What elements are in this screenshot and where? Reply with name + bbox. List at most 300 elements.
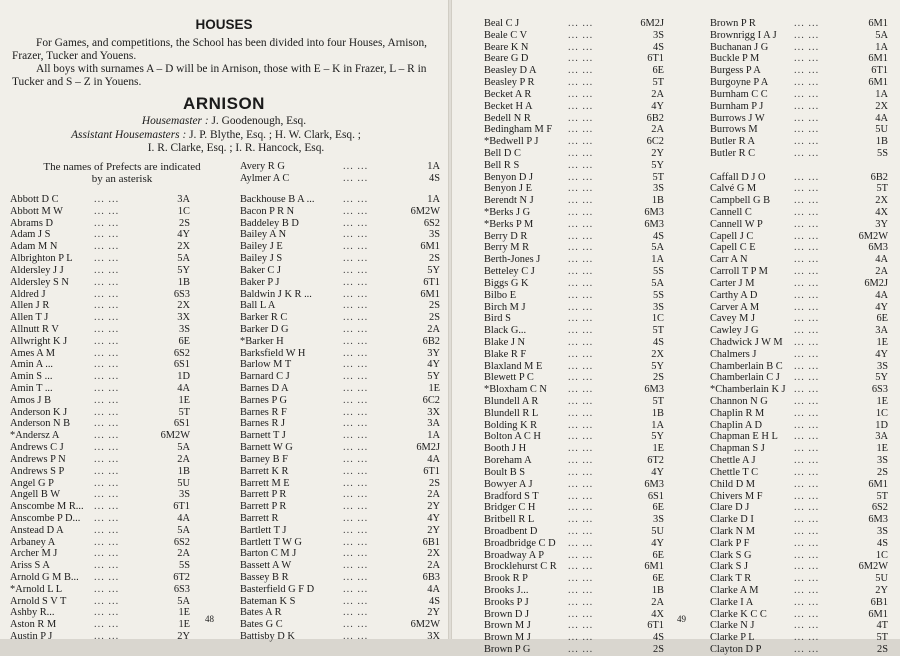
student-name: Bridger C H	[484, 502, 536, 514]
student-name: Bartlett T J	[240, 524, 287, 536]
student-name: Clarke N J	[710, 620, 755, 632]
student-row	[484, 384, 664, 396]
student-name: Burrows M	[710, 124, 758, 136]
student-name: Clarke P L	[710, 632, 755, 644]
leader-dots: ... ...	[568, 124, 594, 136]
assistant-names-1: J. P. Blythe, Esq. ; H. W. Clark, Esq. ;	[189, 129, 361, 141]
student-form: 4A	[427, 583, 440, 595]
student-form: 2A	[177, 548, 190, 560]
leader-dots: ... ...	[343, 548, 369, 560]
student-row	[710, 337, 888, 349]
leader-dots: ... ...	[568, 41, 594, 53]
student-form: 2S	[877, 466, 888, 478]
student-row	[710, 431, 888, 443]
student-name: Burnham P J	[710, 100, 764, 112]
student-form: 5Y	[177, 264, 190, 276]
student-row	[240, 560, 440, 572]
student-form: 5U	[875, 124, 888, 136]
student-form: 5Y	[875, 372, 888, 384]
student-name: Barker D G	[240, 323, 289, 335]
student-name: Berendt N J	[484, 195, 534, 207]
student-name: Chettle T C	[710, 466, 759, 478]
student-row	[710, 30, 888, 42]
leader-dots: ... ...	[794, 218, 820, 230]
student-form: 2S	[179, 217, 190, 229]
leader-dots: ... ...	[794, 18, 820, 29]
student-form: 1A	[651, 254, 664, 266]
student-row	[484, 89, 664, 101]
leader-dots: ... ...	[568, 620, 594, 632]
leader-dots: ... ...	[568, 396, 594, 407]
student-row	[484, 207, 664, 219]
student-name: Bedell N R	[484, 112, 531, 124]
leader-dots: ... ...	[343, 442, 369, 454]
student-form: 2A	[875, 266, 888, 278]
leader-dots: ... ...	[568, 254, 594, 266]
student-row	[484, 113, 664, 125]
roll-column-3	[484, 18, 664, 656]
student-row	[484, 290, 664, 302]
student-row	[484, 550, 664, 562]
student-name: Bates A R	[240, 607, 282, 619]
leader-dots: ... ...	[343, 524, 369, 536]
student-form: 4S	[429, 172, 440, 184]
student-row	[10, 229, 190, 241]
student-row	[10, 407, 190, 419]
student-name: Broadway A P	[484, 549, 545, 561]
student-row	[10, 348, 190, 360]
student-form: 4A	[875, 112, 888, 124]
student-name: Aldersley J J	[10, 264, 64, 276]
student-name: Barker R C	[240, 312, 288, 324]
student-form: 4S	[429, 595, 440, 607]
student-name: Carr A N	[710, 254, 748, 266]
leader-dots: ... ...	[568, 525, 594, 537]
student-name: Angell B W	[10, 489, 61, 501]
student-row	[484, 609, 664, 621]
student-row	[710, 349, 888, 361]
student-form: 6T1	[423, 276, 440, 288]
leader-dots: ... ...	[343, 583, 369, 595]
student-name: Birch M J	[484, 301, 526, 313]
student-form: 6M1	[868, 77, 888, 89]
student-name: Anscombe M R...	[10, 501, 84, 513]
student-row	[710, 561, 888, 573]
student-row	[10, 241, 190, 253]
page-49	[452, 0, 900, 656]
student-form: 4Y	[875, 348, 888, 360]
student-row	[10, 454, 190, 466]
student-row	[240, 631, 440, 643]
student-form: 1C	[177, 205, 190, 217]
leader-dots: ... ...	[343, 217, 369, 229]
student-name: Carter J M	[710, 277, 755, 289]
student-name: Booth J H	[484, 443, 527, 455]
student-name: Berth-Jones J	[484, 254, 541, 266]
leader-dots: ... ...	[94, 501, 120, 513]
student-form: 3X	[427, 406, 440, 418]
student-row	[710, 231, 888, 243]
student-row	[710, 502, 888, 514]
student-form: 2A	[427, 323, 440, 335]
leader-dots: ... ...	[568, 632, 594, 644]
leader-dots: ... ...	[94, 430, 120, 442]
student-form: 6T1	[871, 65, 888, 77]
student-name: Aston R M	[10, 619, 57, 631]
student-row	[484, 136, 664, 148]
student-form: 5T	[876, 490, 888, 502]
leader-dots: ... ...	[343, 383, 369, 394]
student-name: Bates G C	[240, 619, 283, 631]
student-row	[484, 561, 664, 573]
leader-dots: ... ...	[794, 525, 820, 537]
student-form: 6M2W	[410, 619, 440, 631]
student-name: Avery R G	[240, 161, 285, 172]
leader-dots: ... ...	[343, 172, 369, 184]
leader-dots: ... ...	[343, 229, 369, 241]
leader-dots: ... ...	[568, 112, 594, 124]
leader-dots: ... ...	[568, 608, 594, 620]
leader-dots: ... ...	[794, 100, 820, 112]
student-form: 4A	[177, 383, 190, 394]
student-form: 1D	[875, 419, 888, 431]
leader-dots: ... ...	[343, 430, 369, 442]
student-form: 6M2W	[410, 205, 440, 217]
leader-dots: ... ...	[568, 88, 594, 100]
student-form: 5T	[652, 325, 664, 337]
student-name: Carver A M	[710, 301, 760, 313]
student-row	[10, 395, 190, 407]
prefect-note	[12, 161, 232, 185]
page-48	[0, 0, 448, 643]
student-row	[240, 229, 440, 241]
student-form: 4S	[877, 537, 888, 549]
leader-dots: ... ...	[568, 549, 594, 561]
student-form: 5A	[177, 595, 190, 607]
student-name: Capell J C	[710, 230, 754, 242]
student-row	[710, 278, 888, 290]
student-form: 5A	[651, 242, 664, 254]
leader-dots: ... ...	[568, 431, 594, 443]
leader-dots: ... ...	[94, 288, 120, 300]
student-row	[484, 538, 664, 550]
student-row	[484, 325, 664, 337]
student-name: Anstead D A	[10, 524, 64, 536]
student-name: Baddeley B D	[240, 217, 299, 229]
student-form: 1B	[875, 136, 888, 148]
leader-dots: ... ...	[568, 372, 594, 384]
student-row	[710, 302, 888, 314]
student-form: 6T1	[647, 620, 664, 632]
student-name: Barnes R F	[240, 406, 287, 418]
student-name: *Bedwell P J	[484, 136, 539, 148]
leader-dots: ... ...	[343, 572, 369, 583]
student-form: 1A	[875, 41, 888, 53]
student-form: 5U	[177, 477, 190, 489]
leader-dots: ... ...	[794, 348, 820, 360]
student-form: 3X	[427, 631, 440, 643]
leader-dots: ... ...	[794, 183, 820, 195]
leader-dots: ... ...	[794, 88, 820, 100]
student-form: 6M3	[868, 514, 888, 526]
student-form: 3A	[427, 418, 440, 430]
student-name: Allen T J	[10, 312, 49, 324]
student-row	[484, 195, 664, 207]
student-name: Angel G P	[10, 477, 54, 489]
student-row	[10, 359, 190, 371]
student-row	[710, 195, 888, 207]
student-form: 2A	[651, 88, 664, 100]
leader-dots: ... ...	[94, 194, 120, 205]
leader-dots: ... ...	[568, 502, 594, 514]
student-row	[710, 101, 888, 113]
student-row	[10, 383, 190, 395]
student-form: 2A	[427, 560, 440, 572]
student-form: 6M3	[644, 384, 664, 396]
student-name: Aldred J	[10, 288, 46, 300]
student-row	[710, 609, 888, 621]
leader-dots: ... ...	[343, 406, 369, 418]
student-name: Baker P J	[240, 276, 280, 288]
student-name: Clark P F	[710, 537, 750, 549]
student-row	[10, 596, 190, 608]
student-row	[240, 289, 440, 301]
student-row	[710, 620, 888, 632]
student-form: 1B	[651, 585, 664, 596]
leader-dots: ... ...	[568, 230, 594, 242]
student-form: 3A	[177, 194, 190, 205]
student-name: Benyon J E	[484, 183, 532, 195]
leader-dots: ... ...	[794, 596, 820, 608]
student-name: Barrett M E	[240, 477, 290, 489]
student-row	[240, 241, 440, 253]
leader-dots: ... ...	[794, 608, 820, 620]
student-name: Cavey M J	[710, 313, 756, 325]
student-name: Archer M J	[10, 548, 58, 560]
student-row	[10, 336, 190, 348]
house-name: ARNISON	[183, 94, 265, 113]
leader-dots: ... ...	[794, 384, 820, 396]
student-row	[710, 361, 888, 373]
student-form: 1E	[652, 443, 664, 455]
student-form: 1E	[428, 383, 440, 394]
student-row	[240, 218, 440, 230]
student-form: 5A	[875, 29, 888, 41]
student-row	[10, 572, 190, 584]
leader-dots: ... ...	[343, 418, 369, 430]
student-row	[710, 219, 888, 231]
student-row	[710, 408, 888, 420]
student-name: Clark S G	[710, 549, 752, 561]
student-row	[710, 124, 888, 136]
student-row	[10, 560, 190, 572]
leader-dots: ... ...	[343, 241, 369, 253]
leader-dots: ... ...	[794, 336, 820, 348]
student-row	[240, 348, 440, 360]
student-form: 4X	[651, 608, 664, 620]
student-row	[10, 537, 190, 549]
student-name: Ashby R...	[10, 607, 55, 619]
student-name: Blake J N	[484, 336, 525, 348]
leader-dots: ... ...	[94, 442, 120, 454]
student-row	[484, 644, 664, 656]
student-name: Buchanan J G	[710, 41, 769, 53]
student-name: Allwright K J	[10, 335, 68, 347]
student-name: Chettle A J	[710, 455, 756, 467]
student-name: Allen J R	[10, 300, 50, 312]
student-form: 3S	[653, 301, 664, 313]
student-name: Clarke K C C	[710, 608, 767, 620]
housemaster-name: J. Goodenough, Esq.	[211, 115, 307, 127]
student-form: 6E	[652, 573, 664, 585]
leader-dots: ... ...	[94, 359, 120, 371]
leader-dots: ... ...	[343, 595, 369, 607]
student-form: 3S	[179, 489, 190, 501]
student-row	[484, 172, 664, 184]
leader-dots: ... ...	[94, 583, 120, 595]
leader-dots: ... ...	[794, 620, 820, 632]
student-name: Blundell A R	[484, 396, 539, 407]
leader-dots: ... ...	[568, 289, 594, 301]
student-row	[710, 396, 888, 408]
student-form: 2Y	[875, 585, 888, 596]
student-name: *Berks J G	[484, 207, 531, 218]
student-name: Campbell G B	[710, 195, 771, 207]
leader-dots: ... ...	[794, 277, 820, 289]
student-form: 6S1	[173, 418, 190, 430]
student-row	[484, 148, 664, 160]
student-row	[10, 607, 190, 619]
student-form: 5A	[177, 442, 190, 454]
student-name: Bassey B R	[240, 572, 289, 583]
leader-dots: ... ...	[94, 253, 120, 265]
leader-dots: ... ...	[794, 147, 820, 159]
student-name: *Arnold L L	[10, 583, 63, 595]
student-row	[710, 42, 888, 54]
leader-dots: ... ...	[794, 77, 820, 89]
leader-dots: ... ...	[794, 65, 820, 77]
student-name: Channon N G	[710, 396, 768, 407]
student-row	[710, 420, 888, 432]
student-row	[484, 101, 664, 113]
student-name: Chaplin R M	[710, 407, 765, 419]
student-name: Chamberlain C J	[710, 372, 780, 384]
student-form: 3X	[177, 312, 190, 324]
leader-dots: ... ...	[568, 65, 594, 77]
student-name: Clayton D P	[710, 644, 762, 656]
student-form: 3Y	[427, 347, 440, 359]
student-row	[10, 206, 190, 218]
leader-dots: ... ...	[568, 490, 594, 502]
student-row	[484, 42, 664, 54]
student-form: 6M2J	[640, 18, 664, 29]
leader-dots: ... ...	[794, 301, 820, 313]
leader-dots: ... ...	[568, 348, 594, 360]
student-name: Berry M R	[484, 242, 530, 254]
student-form: 3S	[653, 514, 664, 526]
student-form: 6M1	[868, 608, 888, 620]
prefect-note-line-1: The names of Prefects are indicated	[43, 161, 201, 173]
student-name: Bedingham M F	[484, 124, 553, 136]
student-form: 6B2	[422, 335, 440, 347]
leader-dots: ... ...	[94, 371, 120, 383]
student-row	[710, 550, 888, 562]
student-row	[10, 289, 190, 301]
student-form: 2X	[651, 348, 664, 360]
student-form: 3S	[653, 29, 664, 41]
student-name: Arnold G M B...	[10, 572, 79, 583]
leader-dots: ... ...	[568, 159, 594, 171]
student-name: Barnes P G	[240, 394, 287, 406]
student-form: 4Y	[427, 359, 440, 371]
student-row	[710, 18, 888, 30]
student-form: 2A	[651, 596, 664, 608]
assistant-label: Assistant Housemasters :	[71, 129, 187, 141]
student-row	[710, 443, 888, 455]
student-form: 2Y	[427, 607, 440, 619]
student-name: Beasley D A	[484, 65, 537, 77]
student-row	[710, 183, 888, 195]
student-name: Barrett P R	[240, 501, 287, 513]
student-name: Baker C J	[240, 264, 281, 276]
student-name: Bowyer A J	[484, 478, 533, 490]
student-name: Chalmers J	[710, 348, 757, 360]
student-name: Brocklehurst C R	[484, 561, 557, 573]
student-name: Bird S	[484, 313, 511, 325]
student-row	[484, 361, 664, 373]
student-form: 6T1	[647, 53, 664, 65]
student-name: Andrews C J	[10, 442, 64, 454]
student-name: Brown P R	[710, 18, 756, 29]
student-form: 4A	[177, 512, 190, 524]
student-row	[710, 89, 888, 101]
page-number-48: 48	[205, 614, 214, 624]
leader-dots: ... ...	[794, 455, 820, 467]
houses-title: HOUSES	[195, 17, 253, 32]
leader-dots: ... ...	[94, 465, 120, 477]
houses-paragraph-2: All boys with surnames A – D will be in Arnison, those with E – K in Frazer, L – R in Tucker and S – Z in Youens.	[12, 63, 427, 88]
student-name: Chaplin A D	[710, 419, 762, 431]
student-form: 4S	[653, 230, 664, 242]
assistant-line-1	[0, 129, 440, 142]
student-form: 5A	[651, 277, 664, 289]
student-form: 1E	[178, 607, 190, 619]
student-name: Burrows J W	[710, 112, 765, 124]
student-row	[484, 431, 664, 443]
student-form: 1C	[651, 313, 664, 325]
leader-dots: ... ...	[94, 572, 120, 583]
student-name: Anscombe P D...	[10, 512, 81, 524]
leader-dots: ... ...	[568, 466, 594, 478]
student-row	[10, 548, 190, 560]
student-form: 1A	[427, 161, 440, 172]
leader-dots: ... ...	[343, 194, 369, 205]
leader-dots: ... ...	[343, 253, 369, 265]
leader-dots: ... ...	[794, 573, 820, 585]
student-form: 6S2	[423, 217, 440, 229]
leader-dots: ... ...	[94, 548, 120, 560]
student-name: Brownrigg I A J	[710, 29, 777, 41]
leader-dots: ... ...	[343, 323, 369, 335]
student-form: 2X	[177, 300, 190, 312]
assistant-names-2: I. R. Clarke, Esq. ; I. R. Hancock, Esq.	[147, 142, 325, 154]
student-form: 2Y	[651, 147, 664, 159]
student-name: Britbell R L	[484, 514, 535, 526]
student-row	[240, 312, 440, 324]
leader-dots: ... ...	[568, 443, 594, 455]
student-form: 5T	[876, 632, 888, 644]
student-name: Burnham C C	[710, 88, 768, 100]
